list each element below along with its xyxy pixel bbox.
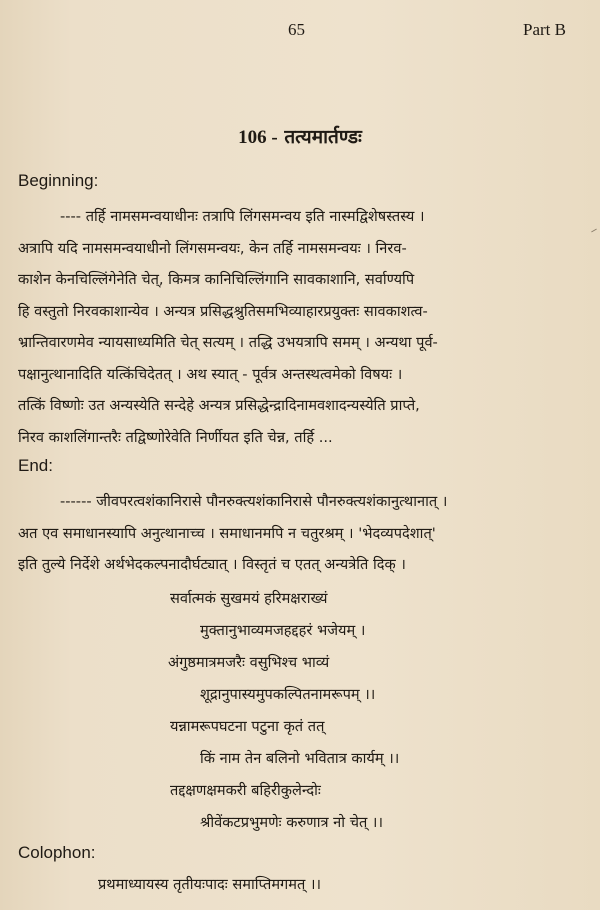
- colophon-label: Colophon:: [18, 843, 96, 862]
- end-line: अत एव समाधानस्यापि अनुत्थानाच्च । समाधानमपि न चतुरश्रम् । 'भेदव्यपदेशात्': [18, 524, 436, 542]
- beginning-line: पक्षानुत्थानादिति यत्किंचिदेतत् । अथ स्यात् - पूर्वत्र अन्तस्थत्वमेको विषयः ।: [18, 365, 403, 383]
- page-number: 65: [288, 20, 305, 39]
- verse-line: किं नाम तेन बलिनो भवितात्र कार्यम् ।।: [200, 750, 400, 767]
- verse-line: मुक्तानुभाव्यमजहद्दहरं भजेयम् ।: [200, 622, 366, 639]
- end-line: ------ जीवपरत्वशंकानिरासे पौनरुक्त्यशंकानिरासे पौनरुक्त्यशंकानुत्थानात् ।: [60, 493, 448, 510]
- beginning-line: ---- तर्हि नामसमन्वयाधीनः तत्रापि लिंगसमन्वय इति नास्मद्विशेषस्तस्य ।: [60, 208, 425, 225]
- verse-line: यन्नामरूपघटना पटुना कृतं तत्: [170, 718, 325, 735]
- end-label: End:: [18, 456, 53, 475]
- verse-line: श्रीवेंकटप्रभुमणेः करुणात्र नो चेत् ।।: [200, 814, 383, 831]
- beginning-label: Beginning:: [18, 171, 99, 190]
- margin-mark: [591, 229, 597, 233]
- colophon-text: प्रथमाध्यायस्य तृतीयःपादः समाप्तिमगमत् ।।: [98, 876, 322, 893]
- beginning-line: तत्किं विष्णोः उत अन्यस्येति सन्देहे अन्यत्र प्रसिद्धेन्द्रादिनामवशादन्यस्येति प्राप्ते,: [18, 397, 420, 414]
- beginning-line: हि वस्तुतो निरवकाशान्येव । अन्यत्र प्रसिद्धश्रुतिसमभिव्याहारप्रयुक्तः सावकाशत्व-: [18, 302, 428, 320]
- page-header: [0, 20, 600, 44]
- beginning-line: निरव काशलिंगान्तरैः तद्विष्णोरेवेति निर्णीयत इति चेन्न, तर्हि ...: [18, 428, 333, 446]
- verse-line: अंगुष्ठमात्रमजरैः वसुभिश्च भाव्यं: [168, 654, 330, 671]
- end-line: इति तुल्ये निर्देशे अर्थभेदकल्पनादौर्घट्यात् । विस्तृतं च एतत् अन्यत्रेति दिक् ।: [18, 556, 406, 573]
- work-name: तत्यमार्तण्डः: [284, 126, 362, 148]
- beginning-line: अत्रापि यदि नामसमन्वयाधीनो लिंगसमन्वयः, केन तर्हि नामसमन्वयः । निरव-: [18, 239, 407, 257]
- work-title: [0, 123, 600, 149]
- part-label: Part B: [523, 20, 566, 39]
- verse-line: सर्वात्मकं सुखमयं हरिमक्षराख्यं: [170, 590, 328, 607]
- beginning-line: भ्रान्तिवारणमेव न्यायसाध्यमिति चेत् सत्यम् । तद्धि उभयत्रापि समम् । अन्यथा पूर्व-: [18, 334, 438, 351]
- beginning-text: [18, 201, 584, 453]
- work-number: 106 -: [238, 127, 278, 148]
- verse-line: तद्दक्षणक्षमकरी बहिरीकुलेन्दोः: [170, 782, 321, 799]
- verse-line: शूद्रानुपास्यमुपकल्पितनामरूपम् ।।: [200, 686, 376, 703]
- end-text: [18, 486, 584, 581]
- beginning-line: काशेन केनचिल्लिंगेनेति चेत्, किमत्र कानिचिल्लिंगानि सावकाशानि, सर्वाण्यपि: [18, 271, 415, 288]
